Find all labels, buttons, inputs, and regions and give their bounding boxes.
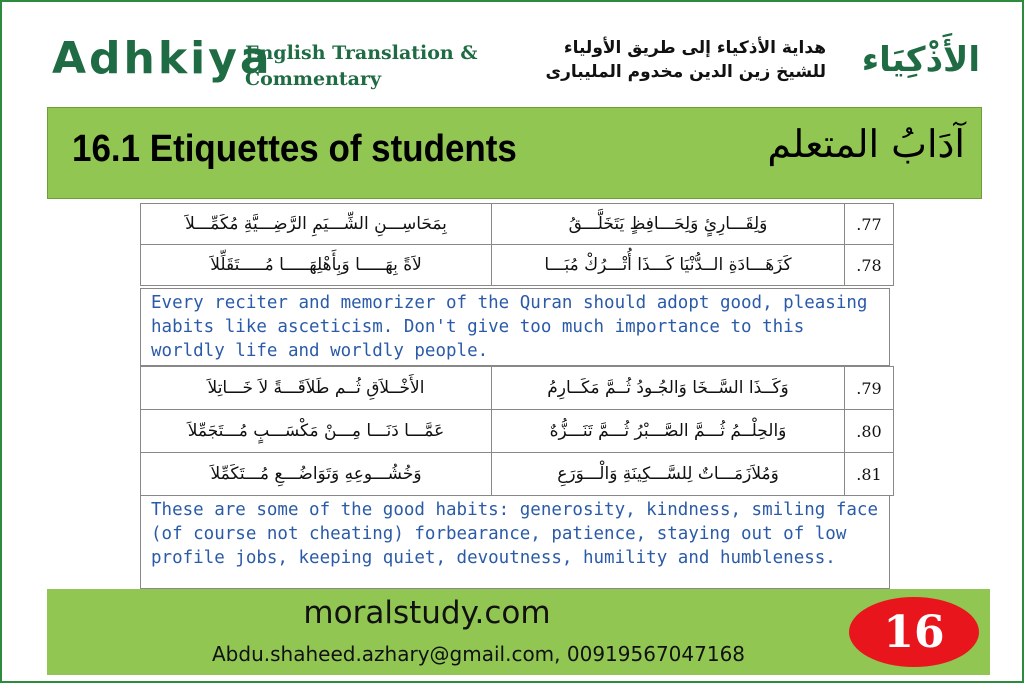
verse-second-hemistich: عَمَّـــا دَنَـــا مِـــنْ مَكْسَـــبٍ مُـــتَجَمِّلاَ	[187, 421, 445, 441]
section-title-band	[47, 107, 982, 199]
verse-second-hemistich: لاَةً بِهَـــــا وَبِأَهْلِهَـــــا مُـــــتَقَلِّلاَ	[210, 255, 422, 275]
logo-english: Adhkiya	[52, 33, 273, 84]
section-title: 16.1 Etiquettes of students	[72, 128, 517, 170]
arabic-title-line-2: للشيخ زين الدين مخدوم المليبارى	[545, 62, 826, 82]
verse-number: .79	[844, 367, 893, 409]
verse-row	[141, 367, 893, 410]
verse-row	[141, 245, 893, 285]
verse-second-hemistich: الأَخْــلاَقِ ثُــم طَلاَقَـــةً لاَ خَـــاتِلاَ	[207, 378, 425, 398]
page-number-badge: 16	[849, 597, 979, 667]
verse-number: .81	[844, 453, 893, 495]
verse-second-hemistich: بِمَحَاسِـــنِ الشِّـــيَمِ الرَّضِـــيَّةِ مُكَمِّـــلاَ	[185, 214, 447, 234]
verse-table-b	[140, 366, 894, 496]
verse-number: .78	[844, 245, 893, 285]
explanation-b: These are some of the good habits: generosity, kindness, smiling face (of course not cheating) forbearance, patience, staying out of low profile jobs, keeping quiet, devoutness, humility and humbleness.	[140, 495, 890, 589]
verse-first-hemistich: وَكَــذَا السَّــخَا وَالجُـودُ ثُــمَّ مَكَــارِمُ	[491, 367, 844, 409]
footer-band	[47, 589, 990, 675]
logo-arabic: الأَذْكِيَاء	[861, 40, 980, 80]
verse-row	[141, 453, 893, 495]
verse-number: .80	[844, 410, 893, 452]
section-title-arabic: آدَابُ المتعلم	[767, 122, 965, 166]
contact-info: Abdu.shaheed.azhary@gmail.com, 00919567047168	[212, 642, 746, 666]
verse-number: .77	[844, 204, 893, 244]
website-link[interactable]: moralstudy.com	[303, 595, 551, 631]
arabic-book-title	[546, 36, 826, 84]
explanation-a: Every reciter and memorizer of the Quran should adopt good, pleasing habits like asceticism. Don't give too much importance to this worldly life and worldly people.	[140, 288, 890, 366]
header-subtitle	[245, 40, 478, 92]
verse-second-hemistich: وَخُشُـــوعِهِ وَتَوَاضُـــعِ مُـــتَكَمِّلاَ	[210, 464, 422, 484]
arabic-title-line-1: هداية الأذكياء إلى طريق الأولياء	[563, 38, 826, 58]
subtitle-line-2: Commentary	[245, 68, 382, 90]
verse-row	[141, 204, 893, 245]
verse-first-hemistich: وَلِقَـــارِئٍ وَلِحَـــافِظٍ يَتَخَلَّـــقُ	[491, 204, 844, 244]
verse-first-hemistich: وَمُلاَزَمَـــاتٌ لِلسَّـــكِينَةِ وَالْـــوَرَعِ	[491, 453, 844, 495]
subtitle-line-1: English Translation &	[245, 42, 478, 64]
verse-first-hemistich: وَالحِلْــمُ ثُـــمَّ الصَّـــبْرُ ثُـــمَّ تَنَـــزُّهٌ	[491, 410, 844, 452]
verse-table-a	[140, 203, 894, 286]
verse-first-hemistich: كَزَهَـــادَةِ الــدُّنْيَا كَـــذَا أُتْـــرُكْ مُبَـــا	[491, 245, 844, 285]
verse-row	[141, 410, 893, 453]
